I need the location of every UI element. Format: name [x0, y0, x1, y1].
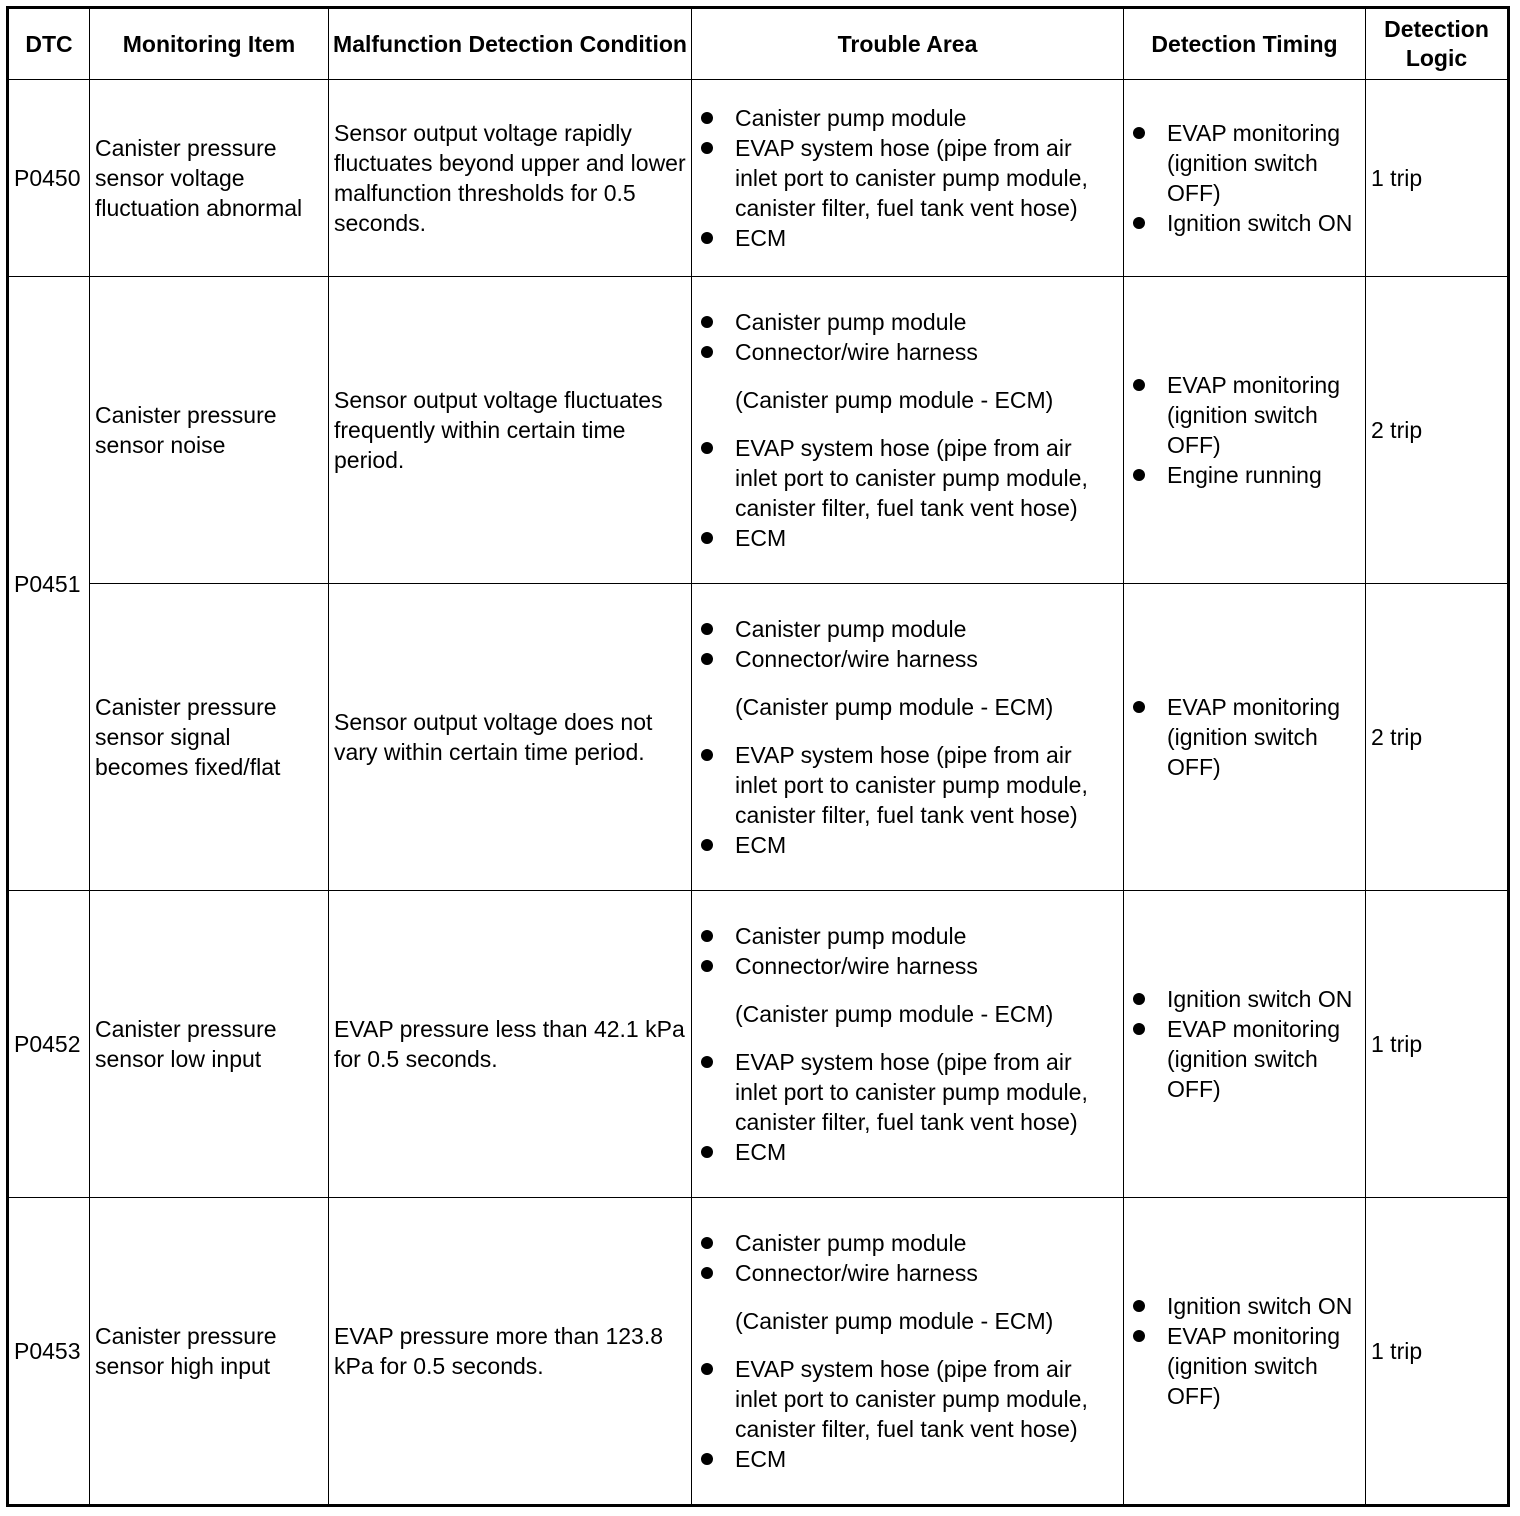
- list-item-text: ECM: [735, 225, 787, 251]
- list-item-text: EVAP monitoring (ignition switch OFF): [1167, 1016, 1341, 1102]
- bullet-icon: [701, 1146, 713, 1158]
- list-item: [1129, 984, 1360, 1014]
- list-item: [697, 740, 1118, 830]
- list-item: [697, 1258, 1118, 1288]
- trouble-area-list: [697, 307, 1118, 553]
- list-item-text: (Canister pump module - ECM): [735, 387, 1054, 413]
- list-item: [697, 1354, 1118, 1444]
- list-item-text: Engine running: [1167, 462, 1322, 488]
- timing-list: [1129, 370, 1360, 490]
- list-item: [697, 133, 1118, 223]
- dtc-code: P0453: [8, 1198, 90, 1506]
- list-item-text: EVAP system hose (pipe from air inlet port to canister pump module, canister filter, fuel tank vent hose): [735, 1356, 1088, 1442]
- monitoring-item: Canister pressure sensor noise: [90, 277, 329, 584]
- detection-timing: [1124, 584, 1366, 891]
- trouble-area: [692, 277, 1124, 584]
- monitoring-item: Canister pressure sensor high input: [90, 1198, 329, 1506]
- list-item: [697, 337, 1118, 367]
- dtc-code: P0450: [8, 80, 90, 277]
- bullet-icon: [1133, 993, 1145, 1005]
- detection-condition: EVAP pressure more than 123.8 kPa for 0.5 seconds.: [329, 1198, 692, 1506]
- bullet-icon: [1133, 127, 1145, 139]
- bullet-icon: [701, 839, 713, 851]
- table-row: [8, 891, 1509, 1198]
- list-item-text: ECM: [735, 832, 787, 858]
- list-item: [1129, 208, 1360, 238]
- list-item: [697, 644, 1118, 674]
- detection-condition: Sensor output voltage does not vary within certain time period.: [329, 584, 692, 891]
- trouble-area-list: [697, 1228, 1118, 1474]
- list-item-text: (Canister pump module - ECM): [735, 694, 1054, 720]
- list-item-note: [697, 981, 1118, 1047]
- list-item: [1129, 460, 1360, 490]
- bullet-icon: [701, 1056, 713, 1068]
- bullet-icon: [701, 442, 713, 454]
- header-detection-timing: Detection Timing: [1124, 8, 1366, 80]
- list-item-text: Connector/wire harness: [735, 339, 978, 365]
- table-row: [8, 277, 1509, 584]
- list-item: [1129, 1291, 1360, 1321]
- timing-list: [1129, 692, 1360, 782]
- detection-condition: Sensor output voltage rapidly fluctuates beyond upper and lower malfunction thresholds for 0.5 seconds.: [329, 80, 692, 277]
- list-item-text: Ignition switch ON: [1167, 1293, 1353, 1319]
- list-item-text: (Canister pump module - ECM): [735, 1308, 1054, 1334]
- detection-logic: 1 trip: [1366, 891, 1509, 1198]
- table-header: [8, 8, 1509, 80]
- list-item-text: EVAP monitoring (ignition switch OFF): [1167, 120, 1341, 206]
- detection-timing: [1124, 80, 1366, 277]
- list-item: [697, 307, 1118, 337]
- detection-timing: [1124, 891, 1366, 1198]
- monitoring-item: Canister pressure sensor signal becomes fixed/flat: [90, 584, 329, 891]
- list-item-text: EVAP monitoring (ignition switch OFF): [1167, 694, 1341, 780]
- list-item: [697, 433, 1118, 523]
- list-item-text: EVAP system hose (pipe from air inlet port to canister pump module, canister filter, fuel tank vent hose): [735, 135, 1088, 221]
- bullet-icon: [701, 232, 713, 244]
- bullet-icon: [1133, 1023, 1145, 1035]
- bullet-icon: [701, 1267, 713, 1279]
- table-row: [8, 1198, 1509, 1506]
- list-item-text: Ignition switch ON: [1167, 210, 1353, 236]
- list-item-text: Canister pump module: [735, 616, 967, 642]
- list-item-note: [697, 674, 1118, 740]
- trouble-area: [692, 584, 1124, 891]
- list-item: [1129, 1014, 1360, 1104]
- list-item-text: EVAP monitoring (ignition switch OFF): [1167, 1323, 1341, 1409]
- bullet-icon: [1133, 1330, 1145, 1342]
- list-item-text: Canister pump module: [735, 1230, 967, 1256]
- monitoring-item: Canister pressure sensor voltage fluctuation abnormal: [90, 80, 329, 277]
- header-malfunction-condition: Malfunction Detection Condition: [329, 8, 692, 80]
- list-item: [697, 103, 1118, 133]
- list-item-text: EVAP monitoring (ignition switch OFF): [1167, 372, 1341, 458]
- list-item-text: ECM: [735, 1446, 787, 1472]
- bullet-icon: [701, 653, 713, 665]
- list-item-text: EVAP system hose (pipe from air inlet port to canister pump module, canister filter, fuel tank vent hose): [735, 1049, 1088, 1135]
- list-item: [697, 1228, 1118, 1258]
- monitoring-item: Canister pressure sensor low input: [90, 891, 329, 1198]
- header-trouble-area: Trouble Area: [692, 8, 1124, 80]
- list-item-text: ECM: [735, 525, 787, 551]
- list-item-text: EVAP system hose (pipe from air inlet port to canister pump module, canister filter, fuel tank vent hose): [735, 742, 1088, 828]
- timing-list: [1129, 1291, 1360, 1411]
- bullet-icon: [1133, 1300, 1145, 1312]
- list-item: [697, 1444, 1118, 1474]
- dtc-code: P0451: [8, 277, 90, 891]
- table-row: [8, 584, 1509, 891]
- detection-timing: [1124, 277, 1366, 584]
- timing-list: [1129, 984, 1360, 1104]
- table-body: [8, 80, 1509, 1506]
- bullet-icon: [701, 346, 713, 358]
- list-item-text: Connector/wire harness: [735, 1260, 978, 1286]
- list-item: [697, 921, 1118, 951]
- bullet-icon: [701, 960, 713, 972]
- list-item-text: EVAP system hose (pipe from air inlet port to canister pump module, canister filter, fuel tank vent hose): [735, 435, 1088, 521]
- bullet-icon: [701, 112, 713, 124]
- trouble-area-list: [697, 103, 1118, 253]
- bullet-icon: [701, 930, 713, 942]
- list-item-text: Connector/wire harness: [735, 646, 978, 672]
- list-item: [1129, 370, 1360, 460]
- header-row: [8, 8, 1509, 80]
- list-item: [697, 614, 1118, 644]
- bullet-icon: [701, 316, 713, 328]
- header-monitoring-item: Monitoring Item: [90, 8, 329, 80]
- detection-condition: EVAP pressure less than 42.1 kPa for 0.5 seconds.: [329, 891, 692, 1198]
- trouble-area: [692, 80, 1124, 277]
- table-row: [8, 80, 1509, 277]
- detection-logic: 2 trip: [1366, 277, 1509, 584]
- list-item-text: Canister pump module: [735, 105, 967, 131]
- trouble-area-list: [697, 921, 1118, 1167]
- bullet-icon: [1133, 379, 1145, 391]
- bullet-icon: [701, 1453, 713, 1465]
- list-item: [697, 223, 1118, 253]
- detection-logic: 1 trip: [1366, 1198, 1509, 1506]
- detection-logic: 1 trip: [1366, 80, 1509, 277]
- bullet-icon: [701, 532, 713, 544]
- list-item: [1129, 1321, 1360, 1411]
- list-item-text: ECM: [735, 1139, 787, 1165]
- list-item: [1129, 118, 1360, 208]
- dtc-table: [6, 6, 1510, 1507]
- bullet-icon: [1133, 701, 1145, 713]
- detection-condition: Sensor output voltage fluctuates frequently within certain time period.: [329, 277, 692, 584]
- list-item-text: Ignition switch ON: [1167, 986, 1353, 1012]
- bullet-icon: [701, 749, 713, 761]
- bullet-icon: [701, 142, 713, 154]
- list-item: [697, 951, 1118, 981]
- timing-list: [1129, 118, 1360, 238]
- list-item-text: Connector/wire harness: [735, 953, 978, 979]
- list-item-text: (Canister pump module - ECM): [735, 1001, 1054, 1027]
- list-item-text: Canister pump module: [735, 923, 967, 949]
- trouble-area-list: [697, 614, 1118, 860]
- list-item: [1129, 692, 1360, 782]
- list-item: [697, 1137, 1118, 1167]
- list-item-note: [697, 1288, 1118, 1354]
- list-item: [697, 1047, 1118, 1137]
- list-item-note: [697, 367, 1118, 433]
- header-detection-logic: Detection Logic: [1366, 8, 1509, 80]
- header-dtc: DTC: [8, 8, 90, 80]
- bullet-icon: [701, 623, 713, 635]
- dtc-code: P0452: [8, 891, 90, 1198]
- trouble-area: [692, 891, 1124, 1198]
- bullet-icon: [1133, 469, 1145, 481]
- trouble-area: [692, 1198, 1124, 1506]
- list-item: [697, 830, 1118, 860]
- list-item-text: Canister pump module: [735, 309, 967, 335]
- detection-logic: 2 trip: [1366, 584, 1509, 891]
- bullet-icon: [701, 1363, 713, 1375]
- bullet-icon: [701, 1237, 713, 1249]
- detection-timing: [1124, 1198, 1366, 1506]
- bullet-icon: [1133, 217, 1145, 229]
- list-item: [697, 523, 1118, 553]
